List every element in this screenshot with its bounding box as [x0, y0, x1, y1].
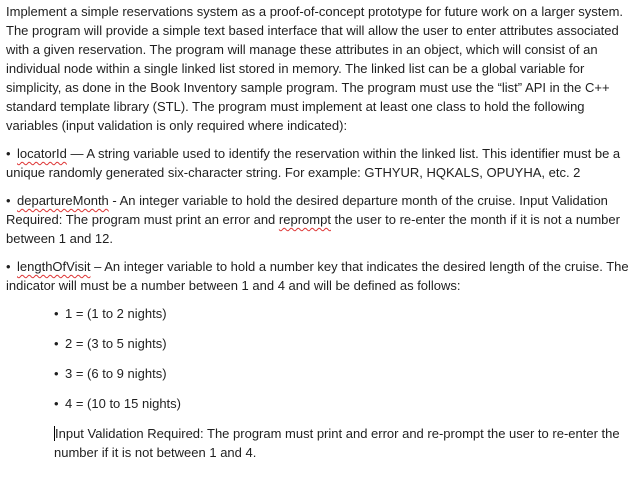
length-option-3: 3 = (6 to 9 nights) — [65, 366, 167, 381]
list-item — [54, 304, 632, 323]
bullet-text-locator-id: — A string variable used to identify the reservation within the linked list. This identifier must be a unique randomly generated six-character string. For example: GTHYUR, HQKALS, OPUYHA, etc. 2 — [6, 146, 621, 180]
list-item — [54, 364, 632, 383]
bullet-length-of-visit — [6, 257, 632, 295]
list-item — [54, 334, 632, 353]
length-option-4: 4 = (10 to 15 nights) — [65, 396, 181, 411]
term-departure-month: departureMonth — [17, 193, 109, 208]
bullet-locator-id — [6, 144, 632, 182]
bullet-glyph: • — [54, 306, 59, 321]
misspelled-word-reprompt: reprompt — [278, 212, 331, 227]
length-option-2: 2 = (3 to 5 nights) — [65, 336, 167, 351]
bullet-glyph: • — [54, 336, 59, 351]
document-body — [6, 2, 632, 462]
bullet-glyph: • — [54, 366, 59, 381]
validation-note-text: Input Validation Required: The program must print and error and re-prompt the user to re-enter the number if it is not between 1 and 4. — [54, 426, 620, 460]
bullet-text-departure-month-b: the user to re-enter the month if it is not a number between 1 and 12. — [6, 212, 620, 246]
bullet-glyph: • — [6, 146, 11, 161]
length-options-list — [6, 304, 632, 413]
list-item — [54, 394, 632, 413]
intro-paragraph: Implement a simple reservations system as a proof-of-concept prototype for future work on a larger system. The program will provide a simple text based interface that will allow the user to enter attributes associated with a given reservation. The program will manage these attributes in an object, which will consist of an individual node within a single linked list stored in memory. The linked list can be a global variable for simplicity, as done in the Book Inventory sample program. The program must use the “list” API in the C++ standard template library (STL). The program must implement at least one class to hold the following variables (input validation is only required where indicated): — [6, 4, 624, 133]
bullet-departure-month — [6, 191, 632, 248]
validation-note[interactable] — [6, 424, 632, 462]
bullet-glyph: • — [6, 259, 11, 274]
bullet-text-length-of-visit: – An integer variable to hold a number key that indicates the desired length of the cruise. The indicator will must be a number between 1 and 4 and will be defined as follows: — [6, 259, 629, 293]
term-length-of-visit: lengthOfVisit — [17, 259, 91, 274]
bullet-glyph: • — [6, 193, 11, 208]
bullet-glyph: • — [54, 396, 59, 411]
length-option-1: 1 = (1 to 2 nights) — [65, 306, 167, 321]
term-locator-id: locatorId — [17, 146, 67, 161]
bullet-text-departure-month-a: - An integer variable to hold the desired departure month of the cruise. Input Validation Required: The program must print an error and — [6, 193, 608, 227]
